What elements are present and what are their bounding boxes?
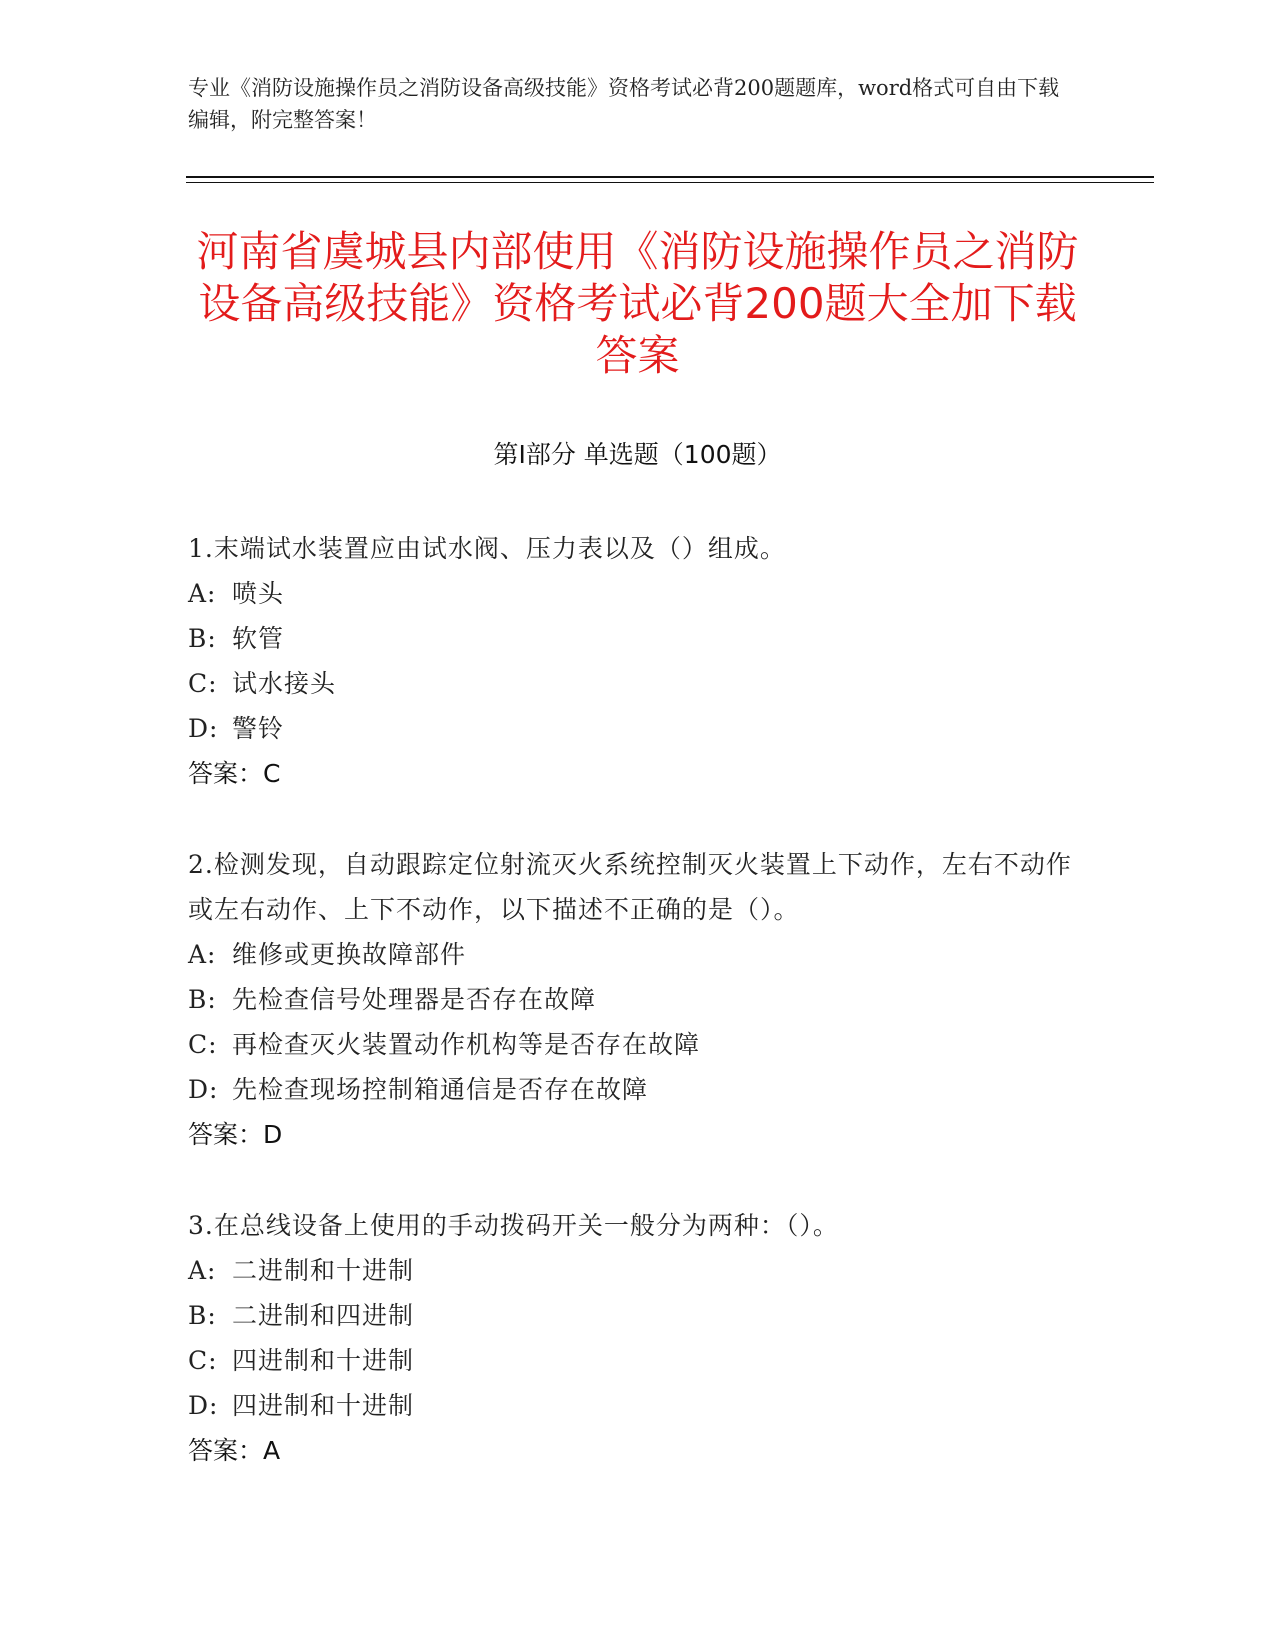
- option-key: A:: [188, 940, 217, 969]
- option-text: 二进制和四进制: [232, 1301, 415, 1330]
- option-key: B:: [188, 1301, 217, 1330]
- document-title: 河南省虞城县内部使用《消防设施操作员之消防设备高级技能》资格考试必背200题大全加下载答案: [196, 227, 1079, 380]
- option-d: [188, 1383, 1088, 1428]
- option-text: 先检查现场控制箱通信是否存在故障: [232, 1075, 649, 1104]
- answer-label: 答案：: [188, 759, 264, 788]
- answer-label: 答案：: [188, 1120, 264, 1149]
- answer-line: [188, 1428, 1088, 1473]
- option-a: [188, 932, 1088, 977]
- section-heading: 第Ⅰ部分 单选题（100题）: [493, 440, 782, 469]
- answer-line: [188, 1112, 1088, 1157]
- answer-label: 答案：: [188, 1436, 264, 1465]
- question-stem: 3.在总线设备上使用的手动拨码开关一般分为两种：（）。: [188, 1211, 839, 1240]
- option-key: D:: [188, 714, 219, 743]
- option-b: [188, 1293, 1088, 1338]
- option-text: 软管: [232, 624, 285, 653]
- option-key: C:: [188, 1346, 218, 1375]
- option-key: A:: [188, 579, 217, 608]
- option-text: 二进制和十进制: [232, 1256, 415, 1285]
- question-2: [188, 842, 1088, 1157]
- option-c: [188, 661, 1088, 706]
- option-key: C:: [188, 669, 218, 698]
- option-key: A:: [188, 1256, 217, 1285]
- option-text: 警铃: [232, 714, 285, 743]
- answer-value: A: [263, 1436, 281, 1465]
- header-rule-thick: [186, 176, 1154, 178]
- option-key: C:: [188, 1030, 218, 1059]
- option-c: [188, 1338, 1088, 1383]
- option-b: [188, 616, 1088, 661]
- option-a: [188, 1248, 1088, 1293]
- question-1: [188, 526, 1088, 796]
- option-key: D:: [188, 1075, 219, 1104]
- option-text: 喷头: [232, 579, 285, 608]
- question-stem: 2.检测发现，自动跟踪定位射流灭火系统控制灭火装置上下动作，左右不动作或左右动作、上下不动作，以下描述不正确的是（）。: [188, 850, 1072, 924]
- option-b: [188, 977, 1088, 1022]
- option-key: B:: [188, 985, 217, 1014]
- answer-line: [188, 751, 1088, 796]
- option-text: 四进制和十进制: [232, 1391, 415, 1420]
- question-3: [188, 1203, 1088, 1473]
- option-text: 试水接头: [232, 669, 337, 698]
- option-text: 四进制和十进制: [232, 1346, 415, 1375]
- option-d: [188, 706, 1088, 751]
- header-note: 专业《消防设施操作员之消防设备高级技能》资格考试必背200题题库，word格式可自由下载编辑，附完整答案！: [188, 76, 1060, 132]
- option-key: B:: [188, 624, 217, 653]
- option-key: D:: [188, 1391, 219, 1420]
- question-stem: 1.末端试水装置应由试水阀、压力表以及（）组成。: [188, 534, 786, 563]
- answer-value: C: [263, 759, 281, 788]
- option-text: 再检查灭火装置动作机构等是否存在故障: [232, 1030, 701, 1059]
- option-text: 维修或更换故障部件: [232, 940, 467, 969]
- option-text: 先检查信号处理器是否存在故障: [232, 985, 597, 1014]
- header-rule-thin: [186, 182, 1154, 183]
- option-d: [188, 1067, 1088, 1112]
- option-c: [188, 1022, 1088, 1067]
- answer-value: D: [263, 1120, 283, 1149]
- option-a: [188, 571, 1088, 616]
